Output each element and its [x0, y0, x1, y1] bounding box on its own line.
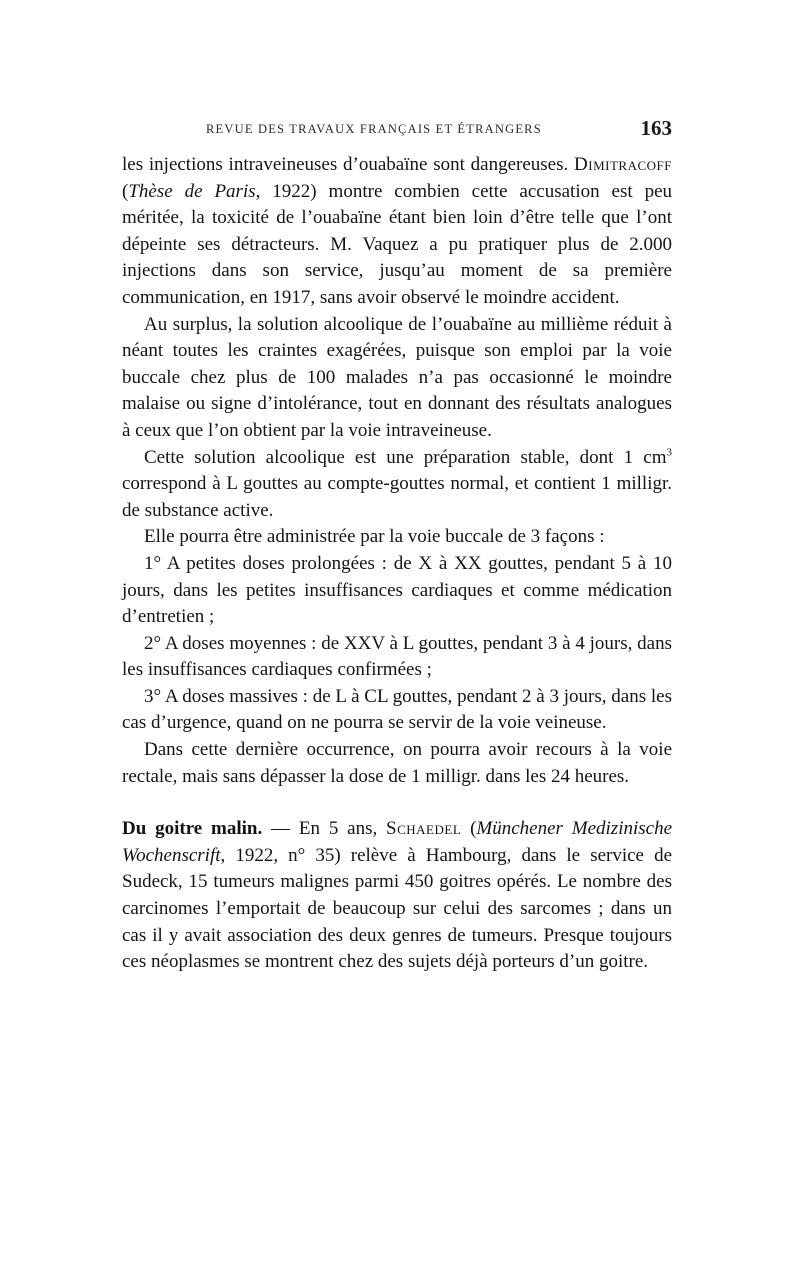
paragraph-ouabaine-injections	[122, 152, 672, 312]
list-item-small-doses: 1° A petites doses prolongées : de X à XX gouttes, pendant 5 à 10 jours, dans les petites insuffisances cardiaques et comme médication d’entretien ;	[122, 552, 672, 628]
author-schaedel: Schaedel	[386, 818, 462, 840]
text-run: (	[461, 818, 477, 840]
section-heading: Du goitre malin.	[122, 818, 263, 840]
text-run: (	[122, 180, 129, 202]
section-malignant-goitre	[122, 816, 672, 976]
citation-munchener: Münchener Medizinische Wochenscrift	[122, 818, 673, 866]
text-run: , 1922, n° 35) relève à Hambourg, dans le service de Sudeck, 15 tumeurs malignes parmi 450 goitres opérés. Le nombre des carcinomes l’emportait de beaucoup sur celui des sarcomes ; dans un cas il y avait association des deux genres de tumeurs. Presque toujours ces néoplasmes se montrent chez des sujets déjà porteurs d’un goitre.	[122, 844, 672, 973]
page-number: 163	[640, 116, 672, 140]
running-title: REVUE DES TRAVAUX FRANÇAIS ET ÉTRANGERS	[206, 122, 542, 136]
paragraph-three-ways: Elle pourra être administrée par la voie buccale de 3 façons :	[144, 526, 605, 548]
superscript-3: 3	[666, 446, 672, 459]
text-run: , 1922) montre combien cette accusation est peu méritée, la toxicité de l’ouabaïne étant bien loin d’être telle que l’ont dépeinte ses détracteurs. M. Vaquez a pu pratiquer plus de 2.000 injections dans son service, jusqu’au moment de sa première communication, en 1917, sans avoir observé le moindre accident.	[122, 180, 673, 308]
paragraph-stable-preparation	[122, 445, 672, 525]
list-item-medium-doses: 2° A doses moyennes : de XXV à L gouttes, pendant 3 à 4 jours, dans les insuffisances cardiaques confirmées ;	[122, 632, 672, 681]
text-run: Cette solution alcoolique est une préparation stable, dont 1 cm	[144, 446, 667, 468]
citation-these-de-paris: Thèse de Paris	[128, 180, 256, 202]
list-item-massive-doses: 3° A doses massives : de L à CL gouttes, pendant 2 à 3 jours, dans les cas d’urgence, quand on ne pourra se servir de la voie veineuse.	[122, 685, 672, 734]
page-body	[122, 152, 672, 976]
paragraph-rectal-route: Dans cette dernière occurrence, on pourra avoir recours à la voie rectale, mais sans dépasser la dose de 1 milligr. dans les 24 heures.	[122, 739, 672, 787]
text-run: — En 5 ans,	[262, 818, 387, 840]
page-header	[122, 116, 672, 142]
paragraph-alcoholic-solution: Au surplus, la solution alcoolique de l’ouabaïne au millième réduit à néant toutes les craintes exagérées, puisque son emploi par la voie buccale chez plus de 100 malades n’a pas occasionné le moindre malaise ou signe d’intolérance, tout en donnant des résultats analogues à ceux que l’on obtient par la voie intraveineuse.	[122, 313, 672, 441]
text-run: les injections intraveineuses d’ouabaïne sont dangereuses.	[122, 154, 575, 175]
text-run: correspond à L gouttes au compte-gouttes normal, et contient 1 milligr. de substance active.	[122, 473, 672, 521]
author-dimitracoff: Dimitracoff	[574, 154, 672, 175]
